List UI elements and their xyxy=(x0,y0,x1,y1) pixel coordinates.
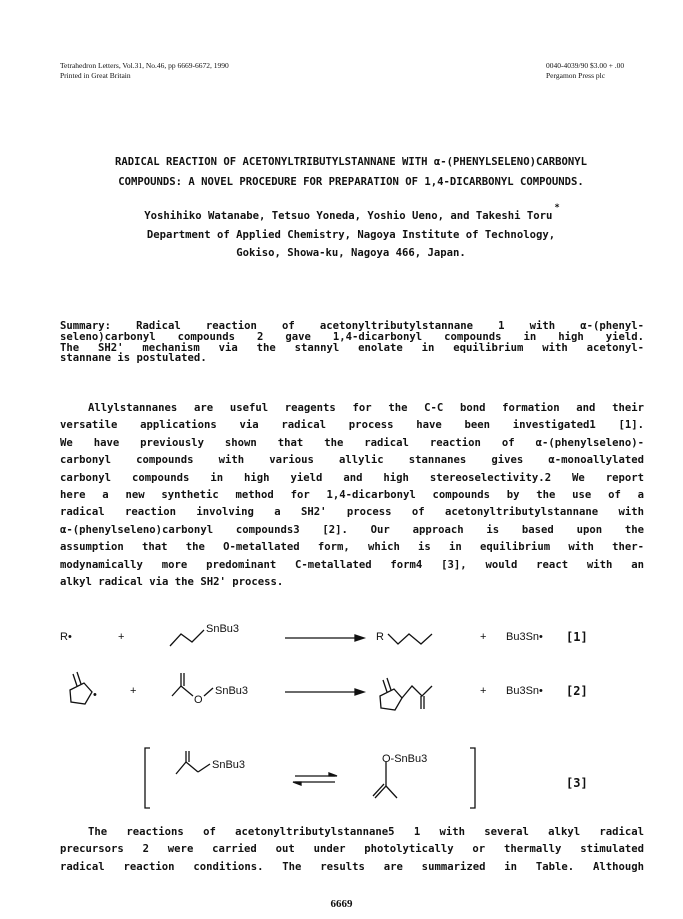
author-block xyxy=(60,203,642,262)
journal-line-1: Tetrahedron Letters, Vol.31, No.46, pp 6669-6672, 1990 xyxy=(60,61,229,70)
bu3sn-radical: Bu3Sn• xyxy=(506,685,543,697)
body-line: modynamically more predominant C-metallated form4 [3], would react with an xyxy=(60,558,644,571)
body-line: versatile applications via radical process have been investigated1 [1]. xyxy=(60,419,644,432)
affiliation-line-1: Department of Applied Chemistry, Nagoya Institute of Technology, xyxy=(146,229,556,241)
plus-sign: + xyxy=(130,685,137,697)
corresponding-author-star: * xyxy=(554,203,560,213)
plus-sign: + xyxy=(480,685,487,697)
equation-label-2: [2] xyxy=(566,684,588,698)
body-line: precursors 2 were carried out under photolytically or thermally stimulated xyxy=(60,843,644,856)
equation-label-1: [1] xyxy=(566,630,588,644)
article-code xyxy=(546,61,624,81)
snbu3-label: SnBu3 xyxy=(215,685,249,697)
body-line: here a new synthetic method for 1,4-dicarbonyl compounds by the use of a xyxy=(60,489,644,502)
page-number: 6669 xyxy=(330,898,353,910)
snbu3-label: SnBu3 xyxy=(212,759,246,771)
summary-line: stannane is postulated. xyxy=(60,352,207,365)
intro-paragraph xyxy=(60,400,644,591)
equation-label-3: [3] xyxy=(566,776,588,790)
body-line: assumption that the O-metallated form, which is in equilibrium with ther- xyxy=(60,541,644,554)
title-line-1: RADICAL REACTION OF ACETONYLTRIBUTYLSTANNANE WITH α-(PHENYLSELENO)CARBONYL xyxy=(115,156,587,168)
o-snbu3-label: O-SnBu3 xyxy=(382,753,428,765)
body-line: carbonyl compounds with various allylic stannanes gives α-monoallylated xyxy=(60,454,644,467)
summary-paragraph xyxy=(60,321,644,364)
body-line: We have previously shown that the radical reaction of α-(phenylseleno)- xyxy=(60,436,644,449)
r-group-label: R xyxy=(376,631,384,643)
radical-dot: • xyxy=(93,689,97,701)
r-radical: R• xyxy=(60,631,72,643)
code-line-1: 0040-4039/90 $3.00 + .00 xyxy=(546,61,625,70)
allyl-chain xyxy=(170,630,204,646)
title-line-2: COMPOUNDS: A NOVEL PROCEDURE FOR PREPARATION OF 1,4-DICARBONYL COMPOUNDS. xyxy=(118,176,584,188)
summary-line: seleno)carbonyl compounds 2 gave 1,4-dicarbonyl compounds in high yield. xyxy=(60,330,644,343)
summary-line: Summary: Radical reaction of acetonyltributylstannane 1 with α-(phenyl- xyxy=(60,320,644,332)
body-line: alkyl radical via the SH2' process. xyxy=(60,576,284,589)
results-paragraph xyxy=(60,824,644,876)
journal-citation xyxy=(60,61,229,81)
body-line: α-(phenylseleno)carbonyl compounds3 [2]. Our approach is based upon the xyxy=(60,523,644,536)
paper-title xyxy=(60,152,642,192)
snbu3-label: SnBu3 xyxy=(206,623,240,635)
body-line: Allylstannanes are useful reagents for the C-C bond formation and their xyxy=(88,402,644,414)
body-line: carbonyl compounds in high yield and high stereoselectivity.2 We report xyxy=(60,471,644,484)
o-atom-label: O xyxy=(194,694,203,706)
author-names: Yoshihiko Watanabe, Tetsuo Yoneda, Yoshio Ueno, and Takeshi Toru* xyxy=(144,203,560,222)
plus-sign: + xyxy=(118,631,125,643)
journal-line-2: Printed in Great Britain xyxy=(60,71,131,80)
body-line: radical reaction conditions. The results are summarized in Table. Although xyxy=(60,860,644,873)
bu3sn-radical: Bu3Sn• xyxy=(506,631,543,643)
body-line: radical reaction involving a SH2' process of acetonyltributylstannane with xyxy=(60,506,644,519)
plus-sign: + xyxy=(480,631,487,643)
code-line-2: Pergamon Press plc xyxy=(546,71,606,80)
affiliation-line-2: Gokiso, Showa-ku, Nagoya 466, Japan. xyxy=(236,247,466,259)
body-line: The reactions of acetonyltributylstannane5 1 with several alkyl radical xyxy=(88,826,644,838)
summary-line: The SH2' mechanism via the stannyl enolate in equilibrium with acetonyl- xyxy=(60,341,644,354)
